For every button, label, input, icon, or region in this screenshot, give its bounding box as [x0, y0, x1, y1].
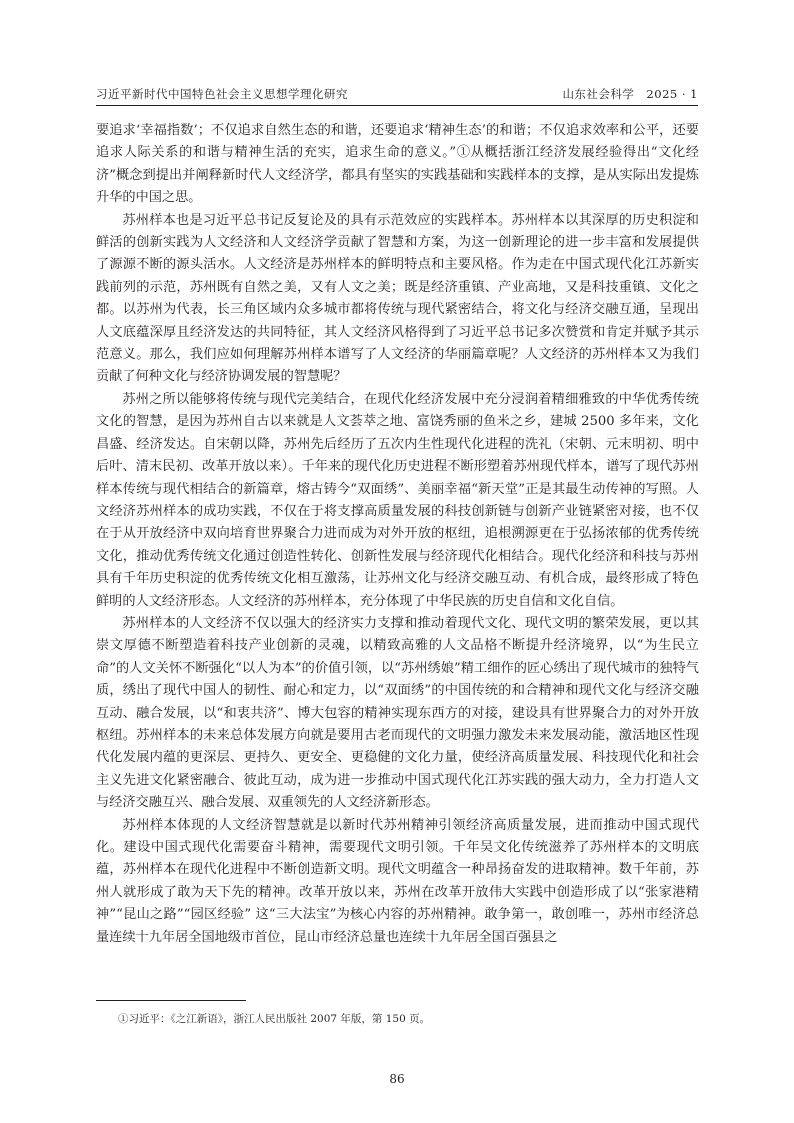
header-rule — [96, 105, 698, 106]
paragraph-2: 苏州样本也是习近平总书记反复论及的具有示范效应的实践样本。苏州样本以其深厚的历史积淀和鲜活的创新实践为人文经济和人文经济学贡献了智慧和方案，为这一创新理论的进一步丰富和发展提供了源源不断的源头活水。人文经济是苏州样本的鲜明特点和主要风格。作为走在中国式现代化江苏新实践前列的示范，苏州既有自然之美，又有人文之美；既是经济重镇、产业高地，又是科技重镇、文化之都。以苏州为代表，长三角区域内众多城市都将传统与现代紧密结合，将文化与经济交融互通，呈现出人文底蕴深厚且经济发达的共同特征，其人文经济风格得到了习近平总书记多次赞赏和肯定并赋予其示范意义。那么，我们应如何理解苏州样本谱写了人文经济的华丽篇章呢？人文经济的苏州样本又为我们贡献了何种文化与经济协调发展的智慧呢？ — [96, 212, 699, 385]
page-number: 86 — [389, 1072, 405, 1086]
paragraph-5: 苏州样本体现的人文经济智慧就是以新时代苏州精神引领经济高质量发展，进而推动中国式现代化。建设中国式现代化需要奋斗精神，需要现代文明引领。千年吴文化传统滋养了苏州样本的文明底蕴，苏州样本在现代化进程中不断创造新文明。现代文明蕴含一种昂扬奋发的进取精神。数千年前，苏州人就形成了敢为天下先的精神。改革开放以来，苏州在改革开放伟大实践中创造形成了以“张家港精神”“昆山之路”“园区经验” 这“三大法宝”为核心内容的苏州精神。敢争第一，敢创唯一，苏州市经济总量连续十九年居全国地级市首位，昆山市经济总量也连续十九年居全国百强县之 — [96, 817, 699, 945]
paragraph-1: 要追求‘幸福指数’；不仅追求自然生态的和谐，还要追求‘精神生态’的和谐；不仅追求效率和公平，还要追求人际关系的和谐与精神生活的充实，追求生命的意义。”①从概括浙江经济发展经验得出“文化经济”概念到提出并阐释新时代人文经济学，都具有坚实的实践基础和实践样本的支撑，是从实际出发提炼升华的中国之思。 — [96, 123, 699, 206]
journal-issue: 山东社会科学 2025 · 1 — [562, 87, 698, 101]
footnote: ①习近平：《之江新语》，浙江人民出版社 2007 年版，第 150 页。 — [118, 1013, 431, 1025]
journal-section-title: 习近平新时代中国特色社会主义思想学理化研究 — [96, 87, 348, 101]
article-body — [96, 120, 699, 949]
paragraph-4: 苏州样本的人文经济不仅以强大的经济实力支撑和推动着现代文化、现代文明的繁荣发展，更以其崇文厚德不断塑造着科技产业创新的灵魂，以精致高雅的人文品格不断提升经济境界，以“为生民立命”的人文关怀不断强化“以人为本”的价值引领，以“苏州绣娘”精工细作的匠心绣出了现代城市的独特气质，绣出了现代中国人的韧性、耐心和定力，以“双面绣”的中国传统的和合精神和现代文化与经济交融互动、融合发展，以“和衷共济”、博大包容的精神实现东西方的对接，建设具有世界聚合力的对外开放枢纽。苏州样本的未来总体发展方向就是要用古老而现代的文明强力激发未来发展动能，激活地区性现代化发展内蕴的更深层、更持久、更安全、更稳健的文化力量，使经济高质量发展、科技现代化和社会主义先进文化紧密融合、彼此互动，成为进一步推动中国式现代化江苏实践的强大动力，全力打造人文与经济交融互兴、融合发展、双重领先的人文经济新形态。 — [96, 615, 699, 811]
running-header — [96, 80, 698, 102]
footnote-rule — [96, 1000, 246, 1001]
paragraph-3: 苏州之所以能够将传统与现代完美结合，在现代化经济发展中充分浸润着精细雅致的中华优秀传统文化的智慧，是因为苏州自古以来就是人文荟萃之地、富饶秀丽的鱼米之乡，建城 2500 多年来，文化昌盛、经济发达。自宋朝以降，苏州先后经历了五次内生性现代化进程的洗礼（宋朝、元末明初、明中后叶、清末民初、改革开放以来）。千年来的现代化历史进程不断形塑着苏州现代样本，谱写了现代苏州样本传统与现代相结合的新篇章，熔古铸今“双面绣”、美丽幸福“新天堂”正是其最生动传神的写照。人文经济苏州样本的成功实践，不仅在于将支撑高质量发展的科技创新链与创新产业链紧密对接，也不仅在于从开放经济中双向培育世界聚合力进而成为对外开放的枢纽，追根溯源更在于弘扬浓郁的优秀传统文化，推动优秀传统文化通过创造性转化、创新性发展与经济现代化相结合。现代化经济和科技与苏州具有千年历史积淀的优秀传统文化相互激荡，让苏州文化与经济交融互动、有机合成，最终形成了特色鲜明的人文经济形态。人文经济的苏州样本，充分体现了中华民族的历史自信和文化自信。 — [96, 391, 699, 609]
